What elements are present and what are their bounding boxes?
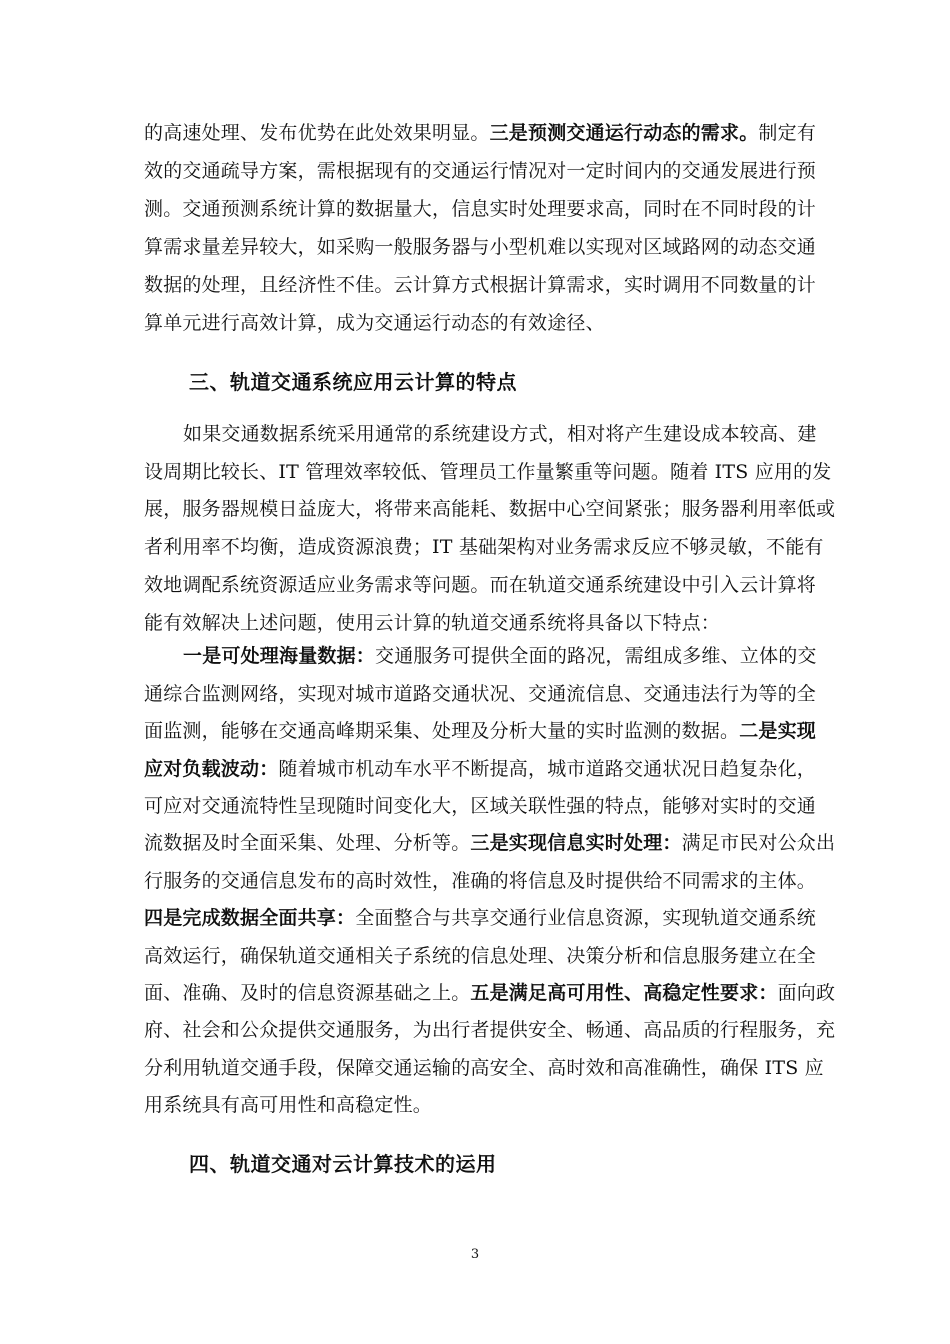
section-heading-3: 三、轨道交通系统应用云计算的特点 [189,370,517,394]
paragraph-line [144,121,817,145]
text-run: 者利用率不均衡，造成资源浪费；IT 基础架构对业务需求反应不够灵敏，不能有 [144,536,824,558]
text-run: 高效运行，确保轨道交通相关子系统的信息处理、决策分析和信息服务建立在全 [144,945,817,967]
bold-text-run: 三是实现信息实时处理： [470,832,682,854]
text-run: 交通服务可提供全面的路况，需组成多维、立体的交 [375,645,817,667]
section-heading-4: 四、轨道交通对云计算技术的运用 [189,1152,497,1176]
text-run: 可应对交通流特性呈现随时间变化大，区域关联性强的特点，能够对实时的交通 [144,795,817,817]
paragraph-line [144,460,832,484]
text-run: 数据的处理，且经济性不佳。云计算方式根据计算需求，实时调用不同数量的计 [144,274,817,296]
text-run: 通综合监测网络，实现对城市道路交通状况、交通流信息、交通违法行为等的全 [144,683,817,705]
text-run: 设周期比较长、IT 管理效率较低、管理员工作量繁重等问题。随着 ITS 应用的发 [144,461,832,483]
text-run: 分利用轨道交通手段，保障交通运输的高安全、高时效和高准确性，确保 ITS 应 [144,1057,824,1079]
paragraph-line [144,944,817,968]
paragraph-line [144,682,817,706]
text-run: 满足市民对公众出 [681,832,836,854]
text-run: 全面整合与共享交通行业信息资源，实现轨道交通系统 [355,907,817,929]
paragraph-line [144,497,836,521]
paragraph-line [144,535,824,559]
paragraph-line [144,1056,824,1080]
bold-text-run: 二是实现 [739,720,817,742]
paragraph-line [144,906,817,930]
paragraph-line [144,573,817,597]
text-run: 流数据及时全面采集、处理、分析等。 [144,832,471,854]
paragraph-line [144,794,817,818]
text-run: 测。交通预测系统计算的数据量大，信息实时处理要求高，同时在不同时段的计 [144,198,817,220]
bold-text-run: 五是满足高可用性、高稳定性要求： [470,982,778,1004]
text-run: 用系统具有高可用性和高稳定性。 [144,1094,433,1116]
page-number: 3 [470,1247,480,1262]
bold-text-run: 四是完成数据全面共享： [144,907,356,929]
paragraph-line [144,869,817,893]
paragraph-line [144,235,817,259]
bold-text-run: 一是可处理海量数据： [183,645,376,667]
text-run: 能有效解决上述问题，使用云计算的轨道交通系统将具备以下特点： [144,612,721,634]
paragraph-line [144,981,836,1005]
paragraph-line [144,273,817,297]
text-run: 面、准确、及时的信息资源基础之上。 [144,982,471,1004]
paragraph-line [144,197,817,221]
paragraph-line [144,611,808,635]
text-run: 府、社会和公众提供交通服务，为出行者提供安全、畅通、高品质的行程服务，充 [144,1019,836,1041]
text-run: 的高速处理、发布优势在此处效果明显。 [144,122,490,144]
paragraph-line [144,1093,808,1117]
text-run: 算需求量差异较大，如采购一般服务器与小型机难以实现对区域路网的动态交通 [144,236,817,258]
paragraph-line [144,719,817,743]
bold-text-run: 三是预测交通运行动态的需求。 [489,122,759,144]
paragraph-line [144,757,817,781]
text-run: 制定有 [758,122,817,144]
text-run: 如果交通数据系统采用通常的系统建设方式，相对将产生建设成本较高、建 [183,423,817,445]
text-run: 效地调配系统资源适应业务需求等问题。而在轨道交通系统建设中引入云计算将 [144,574,817,596]
paragraph-line [144,159,817,183]
text-run: 效的交通疏导方案，需根据现有的交通运行情况对一定时间内的交通发展进行预 [144,160,817,182]
text-run: 面向政 [777,982,836,1004]
text-run: 展，服务器规模日益庞大，将带来高能耗、数据中心空间紧张；服务器利用率低或 [144,498,836,520]
paragraph-line [144,1018,836,1042]
text-run: 行服务的交通信息发布的高时效性，准确的将信息及时提供给不同需求的主体。 [144,870,817,892]
text-run: 算单元进行高效计算，成为交通运行动态的有效途径、 [144,312,605,334]
paragraph-line [183,644,817,668]
paragraph-line [144,831,836,855]
paragraph-line [183,422,817,446]
text-run: 随着城市机动车水平不断提高，城市道路交通状况日趋复杂化， [278,758,817,780]
text-run: 面监测，能够在交通高峰期采集、处理及分析大量的实时监测的数据。 [144,720,740,742]
paragraph-line [144,311,808,335]
bold-text-run: 应对负载波动： [144,758,279,780]
